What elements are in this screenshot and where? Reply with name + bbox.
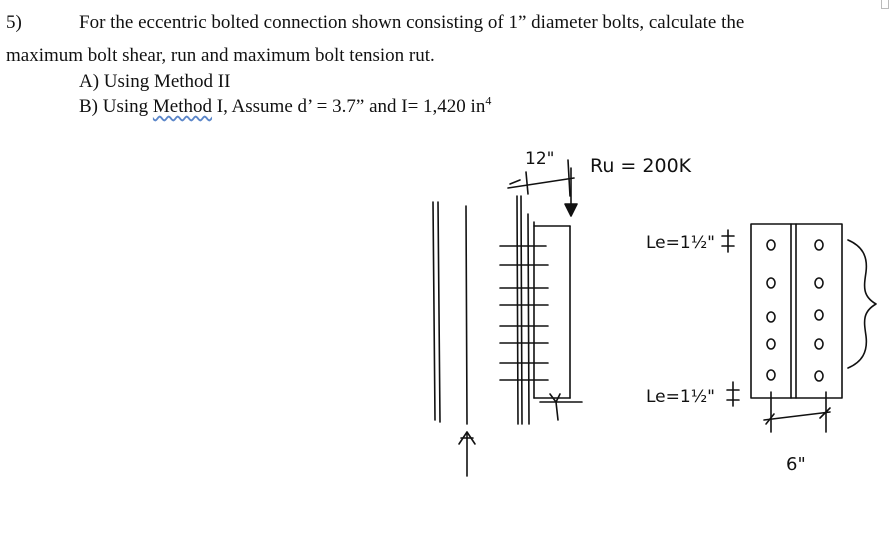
curly-brace xyxy=(848,240,876,368)
edge-distance-top-label: Le=1½" xyxy=(646,233,715,253)
bolt xyxy=(767,240,775,250)
bolt-column-right xyxy=(815,240,823,381)
column-arrow xyxy=(459,432,475,476)
bolt-group-front-view xyxy=(751,224,842,398)
problem-stem-line2: maximum bolt shear, run and maximum bolt tension rut. xyxy=(6,45,435,66)
bolt-column-left xyxy=(767,240,775,380)
option-b-method: Method xyxy=(152,96,213,117)
option-b-prefix: B) Using xyxy=(79,96,153,117)
load-label: Ru = 200K xyxy=(590,155,692,177)
bolt xyxy=(767,312,775,322)
option-b-exponent: 4 xyxy=(485,93,492,108)
edge-distance-bottom-label: Le=1½" xyxy=(646,387,715,407)
load-arrow xyxy=(565,168,577,216)
option-b-suffix: I, Assume d’ = 3.7” and I= 1,420 in xyxy=(212,96,486,117)
option-a: A) Using Method II xyxy=(79,71,231,92)
dimension-12in-label: 12" xyxy=(525,149,555,169)
bolt xyxy=(767,278,775,288)
bolt xyxy=(815,278,823,288)
bolt xyxy=(815,240,823,250)
bracket-side-view xyxy=(500,196,582,424)
problem-stem-line1: For the eccentric bolted connection shown consisting of 1” diameter bolts, calculate the xyxy=(79,12,745,33)
bolt xyxy=(815,339,823,349)
problem-number: 5) xyxy=(6,12,22,33)
edge-distance-top-tick xyxy=(722,230,734,252)
bolt xyxy=(815,371,823,381)
column-side-view xyxy=(433,202,467,424)
bolt xyxy=(767,370,775,380)
edge-distance-bottom-tick xyxy=(727,382,739,406)
bolt xyxy=(815,310,823,320)
bolt xyxy=(767,339,775,349)
dimension-6in-label: 6" xyxy=(786,454,806,475)
